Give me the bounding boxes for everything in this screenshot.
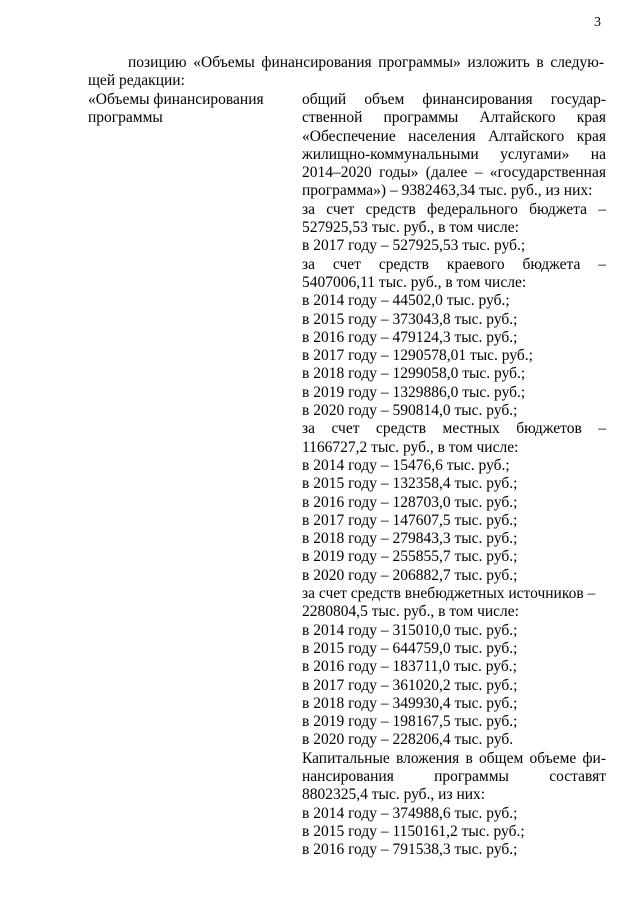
financing-line: в 2014 году – 374988,6 тыс. руб.; <box>302 804 518 822</box>
financing-line: в 2014 году – 315010,0 тыс. руб.; <box>302 621 518 639</box>
financing-line: общий объем финансирования государ- <box>302 91 606 108</box>
financing-line: в 2015 году – 644759,0 тыс. руб.; <box>302 639 518 657</box>
financing-line: за счет средств внебюджетных источников – <box>302 585 596 603</box>
financing-line: в 2019 году – 255855,7 тыс. руб.; <box>302 548 518 566</box>
financing-line: в 2016 году – 479124,3 тыс. руб.; <box>302 328 518 346</box>
financing-line: в 2018 году – 279843,3 тыс. руб.; <box>302 530 518 548</box>
financing-line: Капитальные вложения в общем объеме фи- <box>302 749 606 767</box>
financing-line: жилищно-коммунальными услугами» на <box>302 145 606 163</box>
financing-line: в 2016 году – 791538,3 тыс. руб.; <box>302 841 518 859</box>
financing-line: за счет средств местных бюджетов – <box>302 420 606 438</box>
financing-line: в 2015 году – 132358,4 тыс. руб.; <box>302 475 518 493</box>
section-label-line: «Объемы финансирования <box>88 91 264 108</box>
financing-line: 5407006,11 тыс. руб., в том числе: <box>302 273 527 291</box>
financing-line: 1166727,2 тыс. руб., в том числе: <box>302 438 519 456</box>
financing-line: 8802325,4 тыс. руб., из них: <box>302 786 486 804</box>
financing-line: 2014–2020 годы» (далее – «государственная <box>302 164 606 182</box>
section-label-line: программы <box>88 109 163 127</box>
financing-line: «Обеспечение населения Алтайского края <box>302 127 606 145</box>
financing-line: в 2018 году – 1299058,0 тыс. руб.; <box>302 365 526 383</box>
financing-line: нансирования программы составят <box>302 767 606 785</box>
financing-line: за счет средств федерального бюджета – <box>302 200 606 218</box>
intro-paragraph <box>88 54 604 91</box>
page-number: 3 <box>594 15 601 30</box>
financing-line: в 2017 году – 147607,5 тыс. руб.; <box>302 511 518 529</box>
financing-line: в 2015 году – 373043,8 тыс. руб.; <box>302 310 518 328</box>
financing-line: в 2020 году – 228206,4 тыс. руб. <box>302 731 514 749</box>
financing-line: в 2017 году – 361020,2 тыс. руб.; <box>302 676 518 694</box>
financing-line: в 2019 году – 198167,5 тыс. руб.; <box>302 713 518 731</box>
financing-line: в 2019 году – 1329886,0 тыс. руб.; <box>302 383 526 401</box>
financing-line: в 2020 году – 206882,7 тыс. руб.; <box>302 566 518 584</box>
financing-line: в 2014 году – 44502,0 тыс. руб.; <box>302 292 510 310</box>
financing-line: в 2014 году – 15476,6 тыс. руб.; <box>302 456 510 474</box>
financing-line: в 2017 году – 1290578,01 тыс. руб.; <box>302 347 533 365</box>
financing-line: программа») – 9382463,34 тыс. руб., из них: <box>302 182 593 200</box>
financing-line: 2280804,5 тыс. руб., в том числе: <box>302 603 519 621</box>
intro-line: щей редакции: <box>88 72 185 90</box>
financing-line: в 2020 году – 590814,0 тыс. руб.; <box>302 402 518 420</box>
financing-line: за счет средств краевого бюджета – <box>302 255 606 273</box>
financing-line: в 2016 году – 183711,0 тыс. руб.; <box>302 658 517 676</box>
financing-line: в 2015 году – 1150161,2 тыс. руб.; <box>302 822 525 840</box>
financing-details <box>302 91 606 859</box>
financing-line: ственной программы Алтайского края <box>302 109 606 127</box>
section-label <box>88 91 288 128</box>
financing-line: в 2016 году – 128703,0 тыс. руб.; <box>302 493 518 511</box>
financing-line: 527925,53 тыс. руб., в том числе: <box>302 219 519 237</box>
intro-line: позицию «Объемы финансирования программы» изложить в следую- <box>128 54 604 71</box>
financing-line: в 2017 году – 527925,53 тыс. руб.; <box>302 237 526 255</box>
financing-line: в 2018 году – 349930,4 тыс. руб.; <box>302 694 518 712</box>
